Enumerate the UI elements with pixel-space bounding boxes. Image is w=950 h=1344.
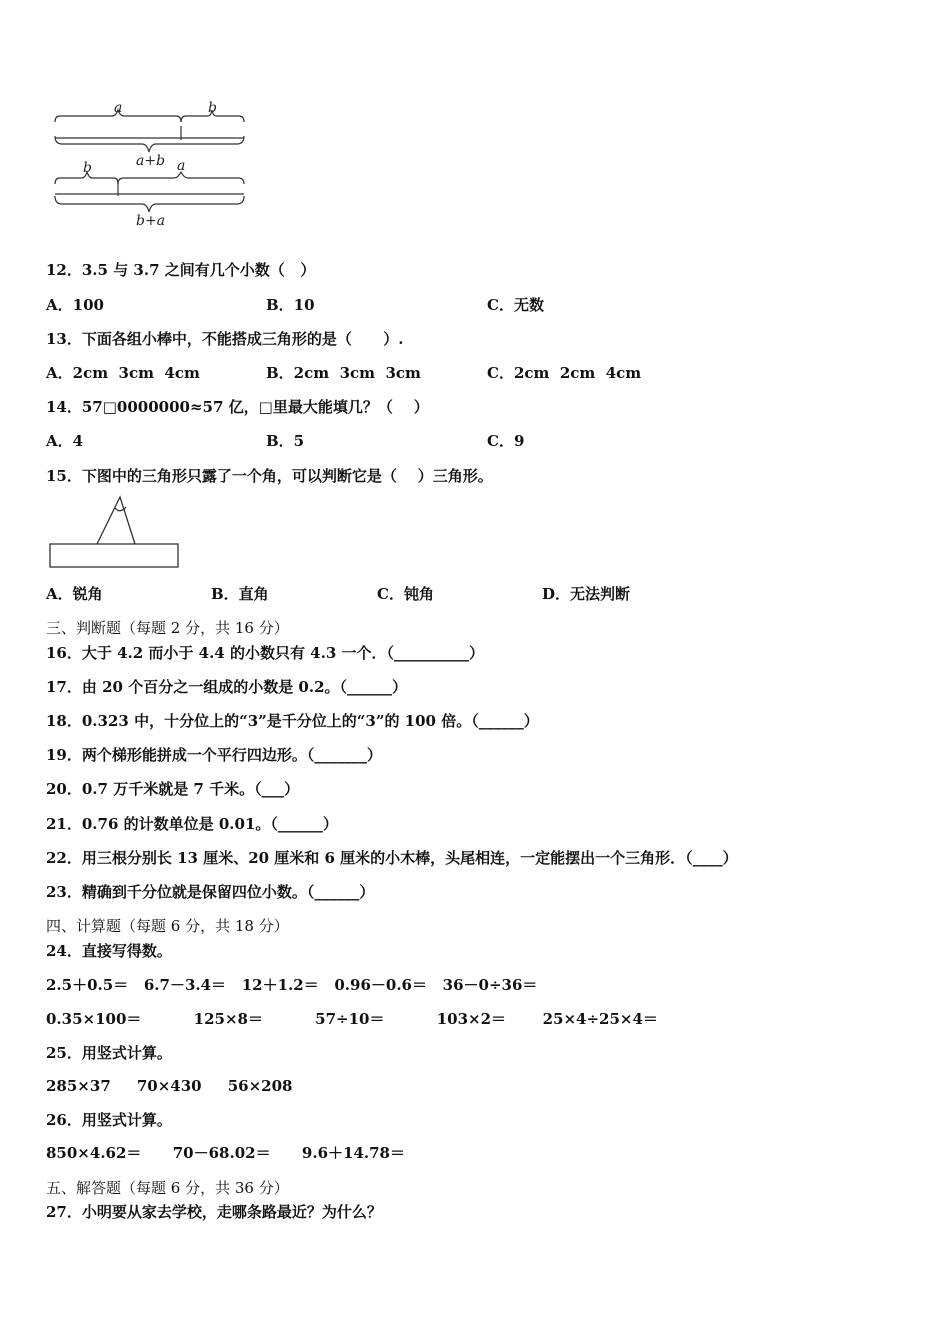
question-18: 18．0.323 中，十分位上的“3”是千分位上的“3”的 100 倍。（______） <box>46 712 539 730</box>
q26-row: 850×4.62＝ 70－68.02＝ 9.6＋14.78＝ <box>46 1144 405 1162</box>
q14-option-a[interactable]: A．4 <box>46 432 84 450</box>
q12-option-b[interactable]: B．10 <box>266 296 315 314</box>
question-26: 26．用竖式计算。 <box>46 1111 172 1129</box>
triangle-angle <box>97 497 135 544</box>
question-16: 16．大于 4.2 而小于 4.4 的小数只有 4.3 一个．（__________） <box>46 644 484 662</box>
question-21: 21．0.76 的计数单位是 0.01。（______） <box>46 815 338 833</box>
brace-sum-bottom <box>55 196 244 212</box>
q24-row-1: 2.5＋0.5＝ 6.7－3.4＝ 12＋1.2＝ 0.96－0.6＝ 36－0÷36＝ <box>46 976 538 994</box>
q15-option-d[interactable]: D．无法判断 <box>542 585 631 603</box>
q15-option-c[interactable]: C．钝角 <box>377 585 434 603</box>
q13-option-b[interactable]: B．2cm 3cm 3cm <box>266 364 421 382</box>
label-a-bottom: a <box>177 158 186 174</box>
hidden-triangle-figure <box>46 494 182 570</box>
q14-option-b[interactable]: B．5 <box>266 432 305 450</box>
question-27: 27．小明要从家去学校，走哪条路最近？为什么？ <box>46 1203 382 1221</box>
question-22: 22．用三根分别长 13 厘米、20 厘米和 6 厘米的小木棒，头尾相连，一定能摆出一个三角形．（____） <box>46 849 738 867</box>
label-b-top: b <box>208 100 217 116</box>
question-19: 19．两个梯形能拼成一个平行四边形。（_______） <box>46 746 382 764</box>
q24-row-2: 0.35×100＝ 125×8＝ 57÷10＝ 103×2＝ 25×4÷25×4＝ <box>46 1010 658 1028</box>
question-15: 15．下图中的三角形只露了一个角，可以判断它是（ ）三角形。 <box>46 467 493 485</box>
question-12: 12．3.5 与 3.7 之间有几个小数（ ） <box>46 261 316 279</box>
question-25: 25．用竖式计算。 <box>46 1044 172 1062</box>
label-a-top: a <box>114 100 123 116</box>
q14-option-c[interactable]: C．9 <box>487 432 525 450</box>
section-5-heading: 五、解答题（每题 6 分，共 36 分） <box>46 1179 289 1197</box>
section-4-heading: 四、计算题（每题 6 分，共 18 分） <box>46 917 289 935</box>
brace-diagram <box>50 98 250 228</box>
label-sum-top: a+b <box>136 153 166 169</box>
q12-option-a[interactable]: A．100 <box>46 296 104 314</box>
q15-option-a[interactable]: A．锐角 <box>46 585 103 603</box>
question-23: 23．精确到千分位就是保留四位小数。（______） <box>46 883 375 901</box>
q13-option-a[interactable]: A．2cm 3cm 4cm <box>46 364 200 382</box>
q12-option-c[interactable]: C．无数 <box>487 296 544 314</box>
question-17: 17．由 20 个百分之一组成的小数是 0.2。（______） <box>46 678 408 696</box>
question-14: 14．57□0000000≈57 亿，□里最大能填几？（ ） <box>46 398 429 416</box>
q25-row: 285×37 70×430 56×208 <box>46 1077 293 1095</box>
q13-option-c[interactable]: C．2cm 2cm 4cm <box>487 364 642 382</box>
label-sum-bottom: b+a <box>136 213 166 228</box>
question-24: 24．直接写得数。 <box>46 942 172 960</box>
question-13: 13．下面各组小棒中，不能搭成三角形的是（ ）. <box>46 330 404 348</box>
covering-rectangle <box>50 544 178 567</box>
section-3-heading: 三、判断题（每题 2 分，共 16 分） <box>46 619 289 637</box>
q15-option-b[interactable]: B．直角 <box>211 585 269 603</box>
question-20: 20．0.7 万千米就是 7 千米。（___） <box>46 780 300 798</box>
label-b-bottom: b <box>83 160 92 176</box>
